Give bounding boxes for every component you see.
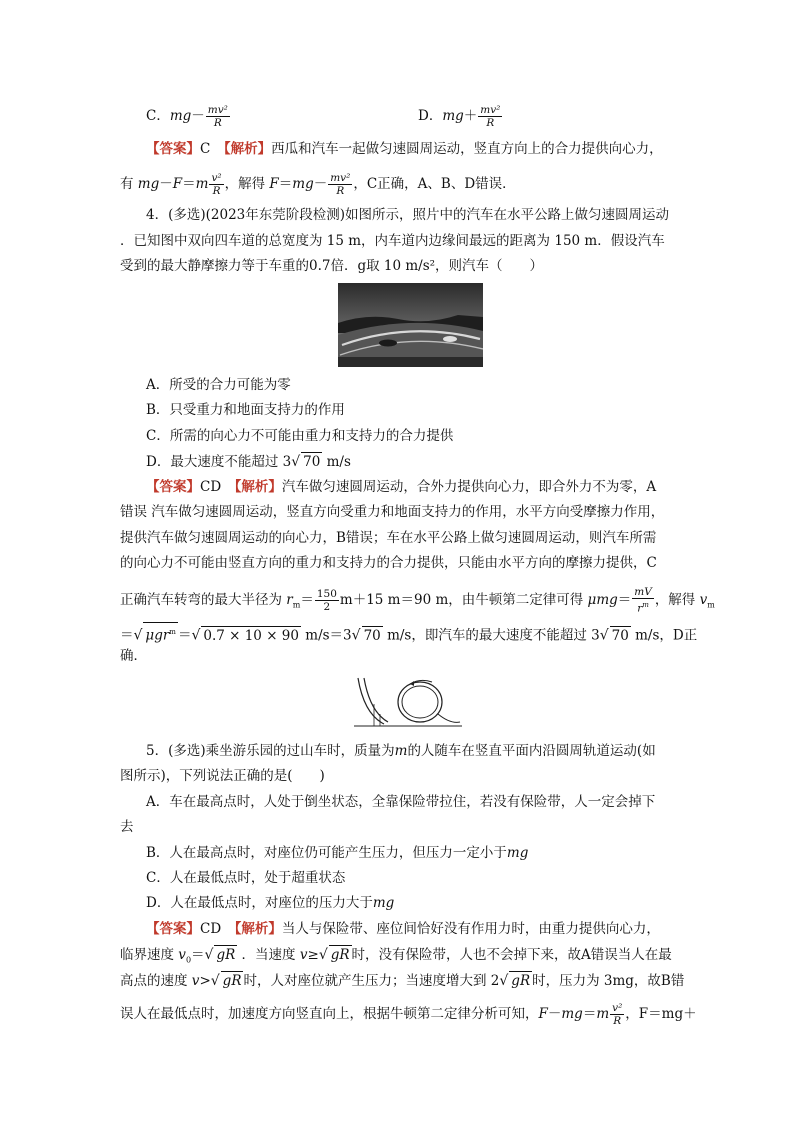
q5-option-a-2: 去 <box>120 819 134 835</box>
analysis-text: 当人与保险带、座位间恰好没有作用力时，由重力提供向心力， <box>281 921 660 937</box>
q4-stem-1: 4．(多选)(2023年东莞阶段检测)如图所示，照片中的汽车在水平公路上做匀速圆周运动 <box>146 207 670 223</box>
q4-option-a: A．所受的合力可能为零 <box>146 377 291 393</box>
q4-option-b: B．只受重力和地面支持力的作用 <box>146 402 345 418</box>
analysis-text: 正确汽车转弯的最大半径为 <box>120 591 282 608</box>
analysis-text: 时，压力为 3mg，故B错 <box>532 973 685 989</box>
q3-analysis-line-2: 有 mg－F＝m $\frac{\text{v²}}{R}$ ，解得 F＝mg－ $\frac{\text{mv²}}{R}$ ，C正确，A、B、D错误． <box>120 172 516 197</box>
q4-stem-2: ．已知图中双向四车道的总宽度为 15 m，内车道内边缘间最远的距离为 150 m．假设汽车 <box>120 233 665 249</box>
analysis-text: 西瓜和汽车一起做匀速圆周运动，竖直方向上的合力提供向心力， <box>271 141 663 157</box>
analysis-text: ．当速度 <box>237 947 296 963</box>
roller-coaster-loop-diagram <box>354 674 462 728</box>
option-label: D． <box>418 108 443 124</box>
analysis-tag: 【解析】 <box>234 479 282 495</box>
analysis-text: m/s，D正 <box>630 627 698 644</box>
q4-analysis-2: 错误 汽车做匀速圆周运动，竖直方向受重力和地面支持力的作用，水平方向受摩擦力作用， <box>120 504 665 520</box>
analysis-text: ，F＝mg＋ <box>625 1006 697 1022</box>
q4-option-c: C．所需的向心力不可能由重力和支持力的合力提供 <box>146 428 454 444</box>
analysis-text: ，C正确，A、B、D错误． <box>353 176 516 192</box>
q5-option-b: B．人在最高点时，对座位仍可能产生压力，但压力一定小于mg <box>146 845 529 861</box>
analysis-text: 有 <box>120 176 134 192</box>
analysis-text: 汽车做匀速圆周运动，合外力提供向心力，即合外力不为零，A <box>281 479 657 495</box>
answer-value: CD <box>200 479 222 495</box>
option-text: m/s <box>322 454 351 470</box>
analysis-text: 时，没有保险带，人也不会掉下来，故A错误当人在最 <box>351 947 672 963</box>
q4-analysis-5: 正确汽车转弯的最大半径为 $r_m=$ $\frac{150}{2}$ m＋15 m＝90 m，由牛顿第二定律可得 μmg＝ $\frac{mV}{r^m}$ ，解得 $v_m$ <box>120 586 715 615</box>
answer-tag: 【答案】 <box>146 141 200 157</box>
radicand: 70 <box>303 454 321 470</box>
option-label: C． <box>146 108 170 124</box>
q5-option-c: C．人在最低点时，处于超重状态 <box>146 870 346 886</box>
q3-answer-line <box>146 140 663 158</box>
option-text: D．人在最低点时，对座位的压力大于 <box>146 895 373 911</box>
q4-option-d: D．最大速度不能超过 3√ 70 m/s <box>146 454 351 470</box>
analysis-text: 误人在最低点时，加速度方向竖直向上，根据牛顿第二定律分析可知， <box>120 1006 539 1022</box>
q4-analysis-6: ＝√ μgr$^m$ ＝√ 0.7 × 10 × 90 m/s＝3√ 70 m/s，即汽车的最大速度不能超过 3√ 70 m/s，D正 <box>120 622 697 645</box>
analysis-text: 高点的速度 <box>120 973 188 989</box>
q4-analysis-7: 确． <box>120 648 147 664</box>
option-text: D．最大速度不能超过 3 <box>146 454 292 470</box>
stem-text: 5．(多选)乘坐游乐园的过山车时，质量为 <box>146 743 395 759</box>
analysis-text: 临界速度 <box>120 947 174 963</box>
analysis-text: m/s，即汽车的最大速度不能超过 3 <box>387 627 600 644</box>
q5-option-d: D．人在最低点时，对座位的压力大于mg <box>146 895 395 911</box>
analysis-tag: 【解析】 <box>223 141 272 157</box>
option-text: B．人在最高点时，对座位仍可能产生压力，但压力一定小于 <box>146 845 507 861</box>
q5-answer-line <box>146 920 660 938</box>
analysis-tag: 【解析】 <box>234 921 282 937</box>
answer-tag: 【答案】 <box>146 479 200 495</box>
stem-text: 的人随车在竖直平面内沿圆周轨道运动(如 <box>407 743 656 759</box>
q5-analysis-4: 误人在最低点时，加速度方向竖直向上，根据牛顿第二定律分析可知，F－mg＝m $\frac{\text{v²}}{R}$ ，F＝mg＋ <box>120 1002 697 1027</box>
answer-tag: 【答案】 <box>146 921 200 937</box>
answer-value: C <box>200 141 211 157</box>
analysis-text: 时，人对座位就产生压力；当速度增大到 2 <box>243 973 500 989</box>
analysis-text: ，解得 <box>224 176 266 192</box>
q3-option-c: C．mg－ $\frac{\text{mv²}}{R}$ <box>146 104 228 129</box>
q4-answer-line <box>146 478 656 496</box>
q5-analysis-2: 临界速度 $v_0=√$ gR ．当速度 v≥√ gR 时，没有保险带，人也不会掉下来，故A错误当人在最 <box>120 947 672 965</box>
q3-option-d: D．mg＋ $\frac{\text{mv²}}{R}$ <box>418 104 501 129</box>
q5-stem-2: 图所示)，下列说法正确的是( ) <box>120 768 325 784</box>
analysis-text: ，解得 <box>654 591 696 608</box>
q5-option-a-1: A．车在最高点时，人处于倒坐状态，全靠保险带拉住，若没有保险带，人一定会掉下 <box>146 794 656 810</box>
q4-analysis-3: 提供汽车做匀速圆周运动的向心力，B错误；车在水平公路上做匀速圆周运动，则汽车所需 <box>120 530 657 546</box>
q4-stem-3: 受到的最大静摩擦力等于车重的0.7倍．g取 10 m/s²，则汽车（ ） <box>120 258 544 274</box>
answer-value: CD <box>200 921 222 937</box>
q5-stem-1: 5．(多选)乘坐游乐园的过山车时，质量为m的人随车在竖直平面内沿圆周轨道运动(如 <box>146 743 656 759</box>
q4-analysis-4: 的向心力不可能由竖直方向的重力和支持力的合力提供，只能由水平方向的摩擦力提供，C <box>120 555 657 571</box>
analysis-text: m＋15 m＝90 m，由牛顿第二定律可得 <box>339 591 584 608</box>
q5-analysis-3: 高点的速度 v>√ gR 时，人对座位就产生压力；当速度增大到 2√ gR 时，压力为 3mg，故B错 <box>120 973 685 989</box>
car-on-curved-road-photo <box>338 283 483 367</box>
